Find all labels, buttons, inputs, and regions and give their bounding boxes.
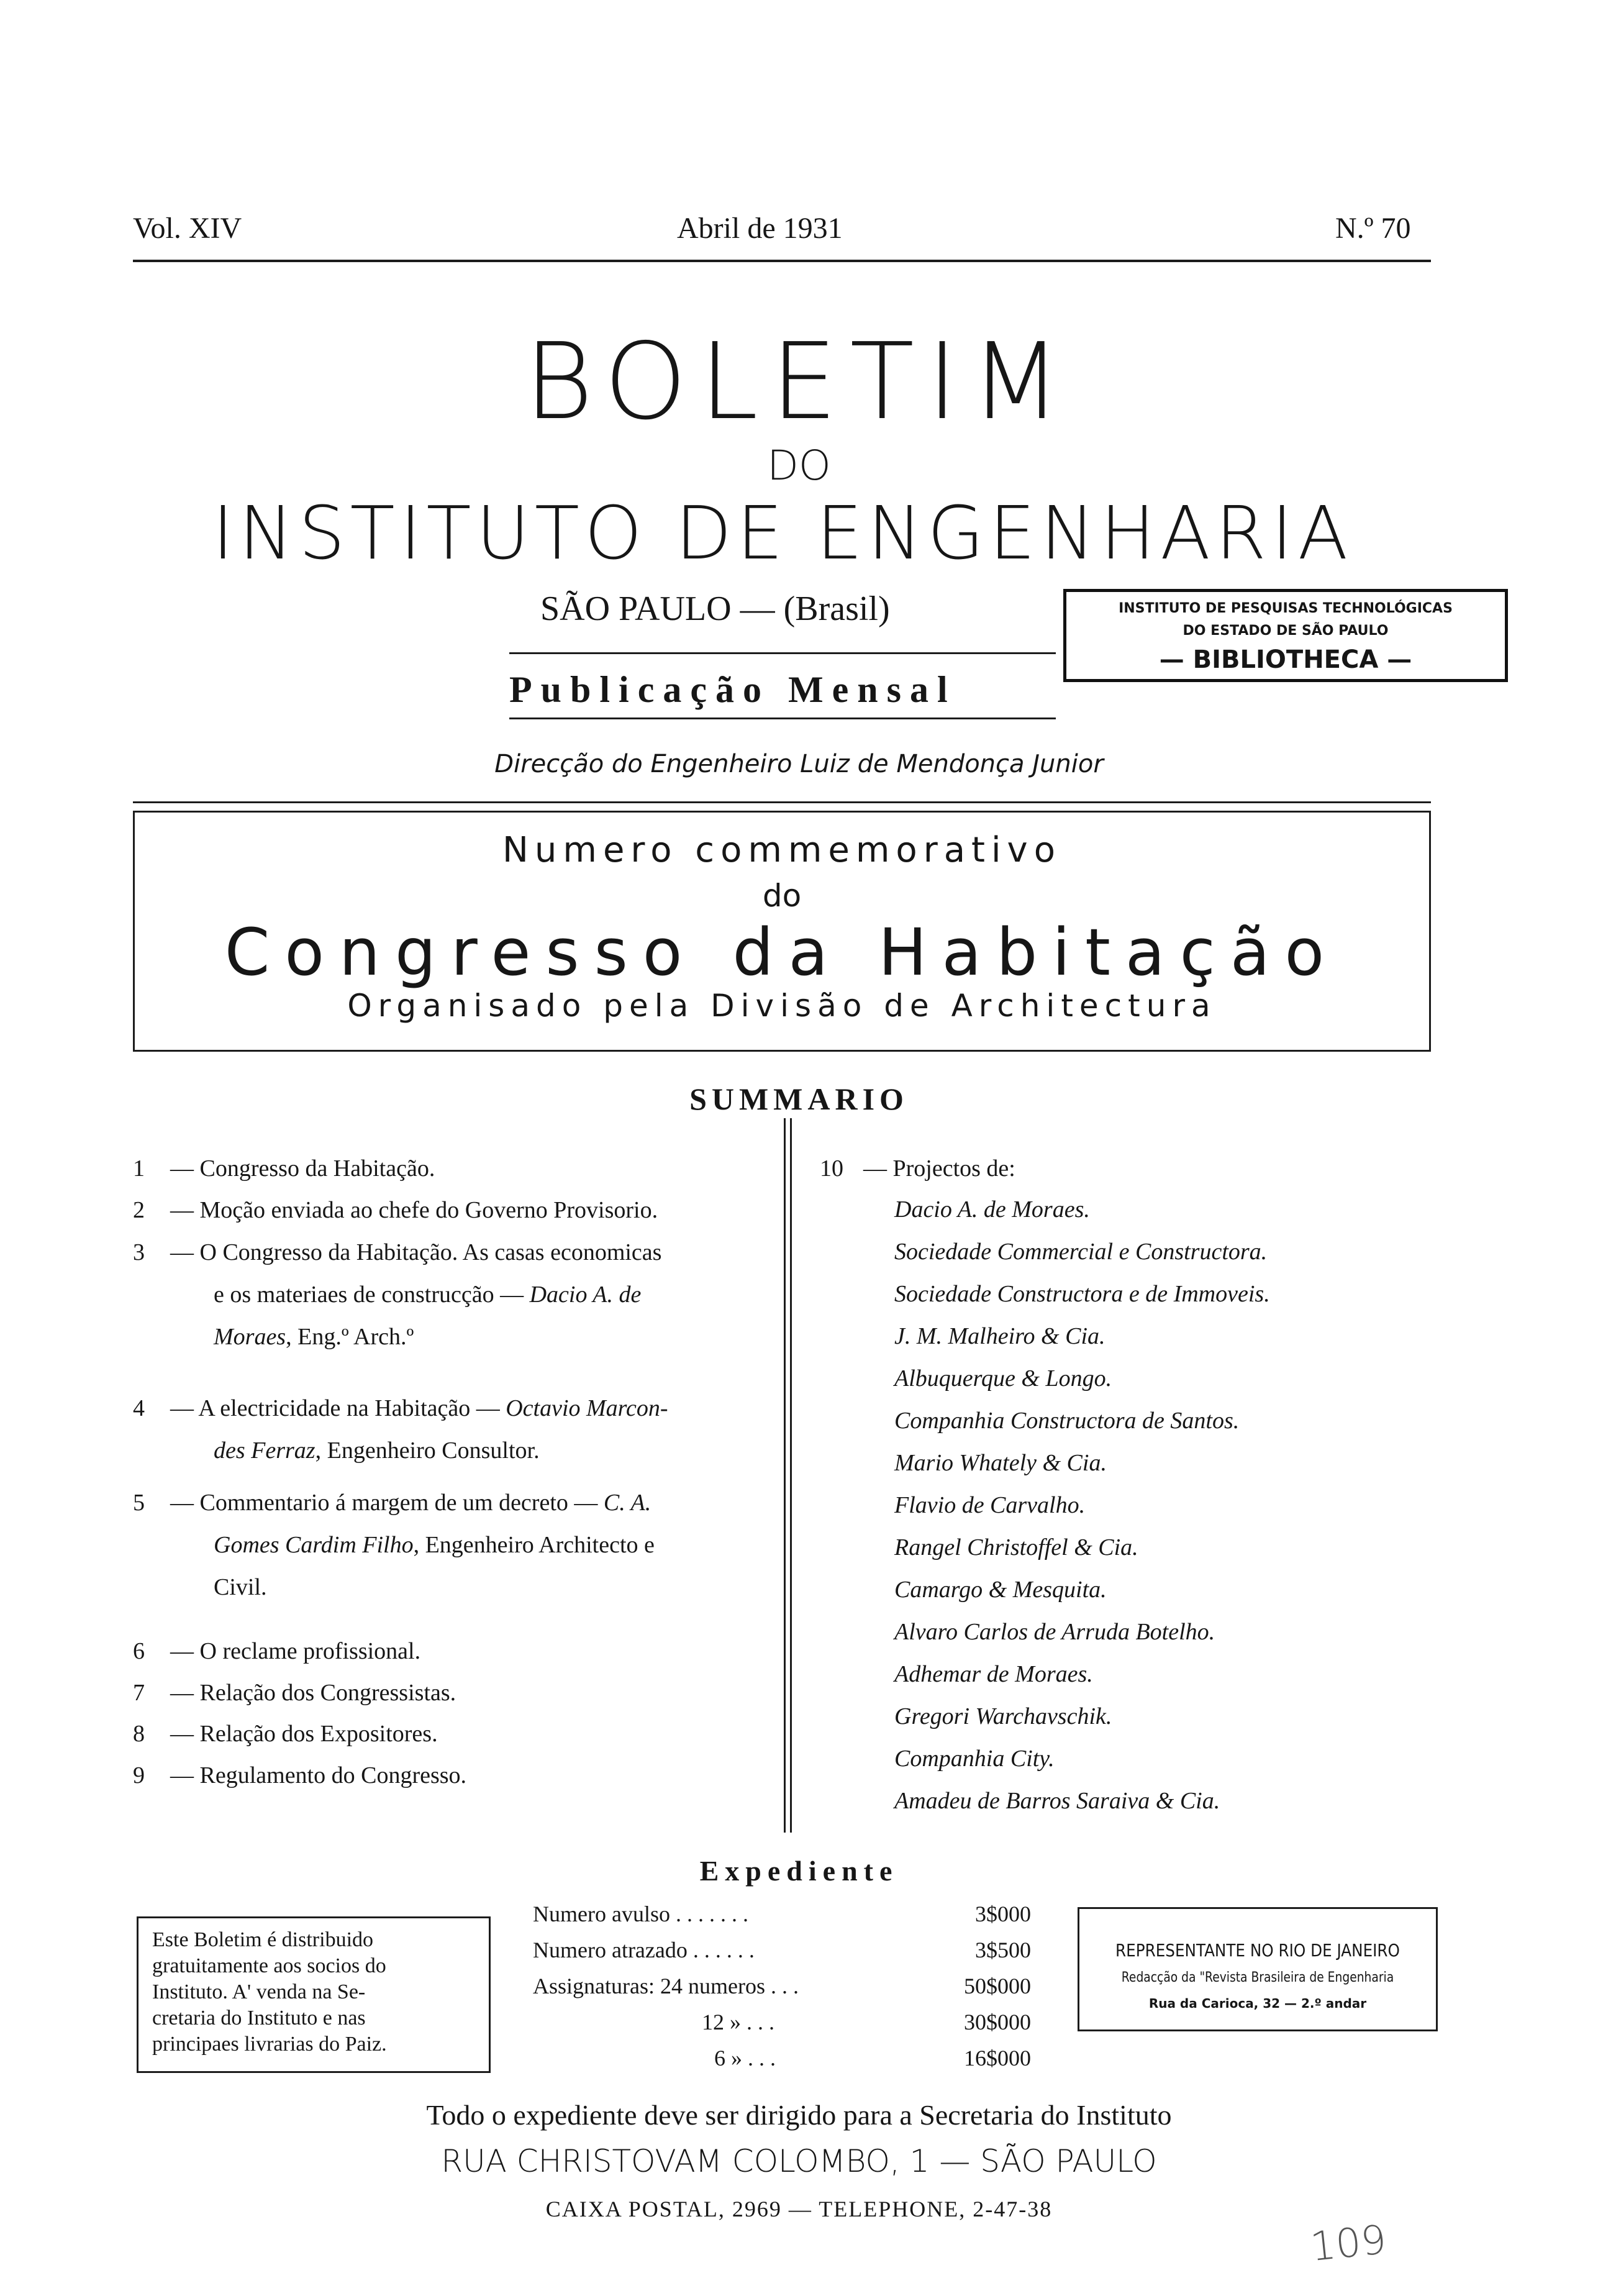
info-box-line: Este Boletim é distribuido: [152, 1928, 374, 1951]
summary-item-text: — Regulamento do Congresso.: [170, 1762, 467, 1788]
representative-line-2: Redacção da "Revista Brasileira de Engenharia: [1121, 1970, 1394, 1985]
summary-item-text: Civil.: [214, 1574, 267, 1600]
stamp-line-3: — BIBLIOTHECA —: [1159, 645, 1412, 674]
summary-item-text: — O Congresso da Habitação. As casas economicas: [170, 1239, 662, 1265]
summary-item: [133, 1154, 435, 1183]
summary-divider-1: [784, 1118, 786, 1833]
price-value: 30$000: [964, 2010, 1031, 2034]
masthead-rule-1: [509, 652, 1056, 654]
summary-item: [133, 1679, 456, 1707]
feature-line-4: Organisado pela Divisão de Architectura: [347, 988, 1217, 1024]
footer-line-2: RUA CHRISTOVAM COLOMBO, 1 — SÃO PAULO: [441, 2143, 1157, 2179]
footer-line-1: Todo o expediente deve ser dirigido para a Secretaria do Instituto: [426, 2099, 1172, 2131]
summary-item-continuation: [214, 1323, 414, 1351]
price-label: 12 » . . .: [702, 2010, 774, 2034]
summary-item-text: , Eng.º Arch.º: [286, 1324, 414, 1350]
stamp-line-2: DO ESTADO DE SÃO PAULO: [1183, 623, 1389, 639]
project-entry: Mario Whately & Cia.: [894, 1450, 1107, 1476]
info-box-line: gratuitamente aos socios do: [152, 1954, 386, 1977]
summary-item-number: 6: [133, 1638, 145, 1664]
direction-line: Direcção do Engenheiro Luiz de Mendonça Junior: [494, 750, 1104, 778]
publication-label: Publicação Mensal: [509, 669, 956, 710]
summary-item-text: — Relação dos Congressistas.: [170, 1680, 456, 1706]
summary-item: [133, 1196, 658, 1224]
summary-item-number: 1: [133, 1155, 145, 1182]
summary-item-author: C. A.: [603, 1490, 651, 1516]
price-value: 50$000: [964, 1974, 1031, 1998]
summary-item-author: Moraes: [214, 1324, 286, 1350]
summary-item: [133, 1394, 668, 1423]
feature-box: [133, 811, 1431, 1052]
price-value: 3$000: [975, 1902, 1031, 1926]
summary-item-continuation: [214, 1436, 540, 1465]
info-box-line: Instituto. A' venda na Se-: [152, 1980, 366, 2003]
project-entry: Sociedade Commercial e Constructora.: [894, 1239, 1268, 1265]
summary-item-text: , Engenheiro Architecto e: [413, 1532, 655, 1558]
project-entry: Companhia City.: [894, 1746, 1055, 1772]
library-stamp: [1063, 589, 1508, 682]
issue-number: N.º 70: [1335, 212, 1411, 245]
price-label: Assignaturas: 24 numeros . . .: [533, 1974, 799, 1998]
summary-item: [133, 1761, 466, 1790]
project-entry: Dacio A. de Moraes.: [894, 1196, 1090, 1223]
stamp-line-1: INSTITUTO DE PESQUISAS TECHNOLÓGICAS: [1119, 601, 1453, 616]
price-value: 16$000: [964, 2046, 1031, 2070]
summary-item-number: 7: [133, 1680, 145, 1706]
summary-item-number: 9: [133, 1762, 145, 1788]
summary-item-10: [820, 1154, 1015, 1183]
expediente-title: Expediente: [699, 1855, 899, 1887]
summary-item-number: 2: [133, 1197, 145, 1223]
page-mark: 109: [1308, 2216, 1389, 2271]
summary-item: [133, 1488, 651, 1517]
masthead-title: BOLETIM: [524, 321, 1074, 444]
issue-date: Abril de 1931: [677, 212, 843, 245]
project-entry: Albuquerque & Longo.: [894, 1365, 1112, 1392]
project-entry: J. M. Malheiro & Cia.: [894, 1323, 1105, 1349]
summary-item-text: — O reclame profissional.: [170, 1638, 421, 1664]
masthead-institute: INSTITUTO DE ENGENHARIA: [212, 490, 1353, 576]
summary-item-author: Dacio A. de: [529, 1282, 642, 1308]
summary-item-text: , Engenheiro Consultor.: [315, 1437, 540, 1464]
project-entry: Rangel Christoffel & Cia.: [894, 1534, 1138, 1560]
project-entry: Adhemar de Moraes.: [894, 1661, 1093, 1687]
summary-divider-2: [790, 1118, 792, 1833]
footer-line-3: CAIXA POSTAL, 2969 — TELEPHONE, 2-47-38: [545, 2197, 1053, 2221]
summary-item-number: 5: [133, 1490, 145, 1516]
summary-item-text: — Projectos de:: [863, 1155, 1015, 1182]
project-entry: Camargo & Mesquita.: [894, 1577, 1107, 1603]
representative-line-3: Rua da Carioca, 32 — 2.º andar: [1148, 1996, 1367, 2011]
summary-item-text: — Relação dos Expositores.: [170, 1721, 438, 1747]
summary-item: [133, 1238, 661, 1267]
expediente-info-box: [137, 1916, 491, 2073]
summary-item-number: 8: [133, 1721, 145, 1747]
summary-item-number: 10: [820, 1155, 843, 1182]
summary-item-text: — Moção enviada ao chefe do Governo Provisorio.: [170, 1197, 658, 1223]
price-value: 3$500: [975, 1938, 1031, 1962]
price-label: 6 » . . .: [714, 2046, 776, 2070]
feature-line-2: do: [762, 878, 802, 914]
masthead-city: SÃO PAULO — (Brasil): [540, 590, 890, 628]
summary-item-author: Gomes Cardim Filho: [214, 1532, 414, 1558]
masthead-do: DO: [767, 442, 831, 490]
project-entry: Sociedade Constructora e de Immoveis.: [894, 1281, 1270, 1307]
summary-item-text: e os materiaes de construcção —: [214, 1282, 530, 1308]
project-entry: Flavio de Carvalho.: [894, 1492, 1086, 1518]
price-label: Numero avulso . . . . . . .: [533, 1902, 748, 1926]
summary-item-text: — Commentario á margem de um decreto —: [170, 1490, 604, 1516]
summary-item-author: des Ferraz: [214, 1437, 316, 1464]
summary-item-continuation: [214, 1531, 655, 1559]
representative-box: [1078, 1907, 1438, 2031]
summary-item-text: — A electricidade na Habitação —: [170, 1395, 506, 1421]
project-entry: Companhia Constructora de Santos.: [894, 1408, 1240, 1434]
summary-item-author: Octavio Marcon-: [506, 1395, 668, 1421]
summary-item-number: 3: [133, 1239, 145, 1265]
feature-line-1: Numero commemorativo: [502, 830, 1061, 870]
feature-top-rule: [133, 801, 1431, 803]
info-box-line: cretaria do Instituto e nas: [152, 2007, 366, 2030]
header-rule: [133, 260, 1431, 262]
price-label: Numero atrazado . . . . . .: [533, 1938, 755, 1962]
summary-item-number: 4: [133, 1395, 145, 1421]
summary-item-continuation: [214, 1573, 267, 1601]
summary-title: SUMMARIO: [689, 1082, 909, 1116]
project-entry: Gregori Warchavschik.: [894, 1703, 1112, 1729]
project-entry: Alvaro Carlos de Arruda Botelho.: [894, 1619, 1215, 1645]
info-box-line: principaes livrarias do Paiz.: [152, 2033, 387, 2056]
project-entry: Amadeu de Barros Saraiva & Cia.: [894, 1788, 1220, 1814]
masthead-rule-2: [509, 718, 1056, 719]
feature-line-3: Congresso da Habitação: [224, 914, 1340, 990]
volume-label: Vol. XIV: [133, 212, 242, 245]
summary-item-continuation: [214, 1280, 641, 1309]
summary-item-text: — Congresso da Habitação.: [170, 1155, 435, 1182]
summary-item: [133, 1720, 438, 1748]
representative-line-1: REPRESENTANTE NO RIO DE JANEIRO: [1115, 1940, 1400, 1961]
summary-item: [133, 1637, 420, 1665]
